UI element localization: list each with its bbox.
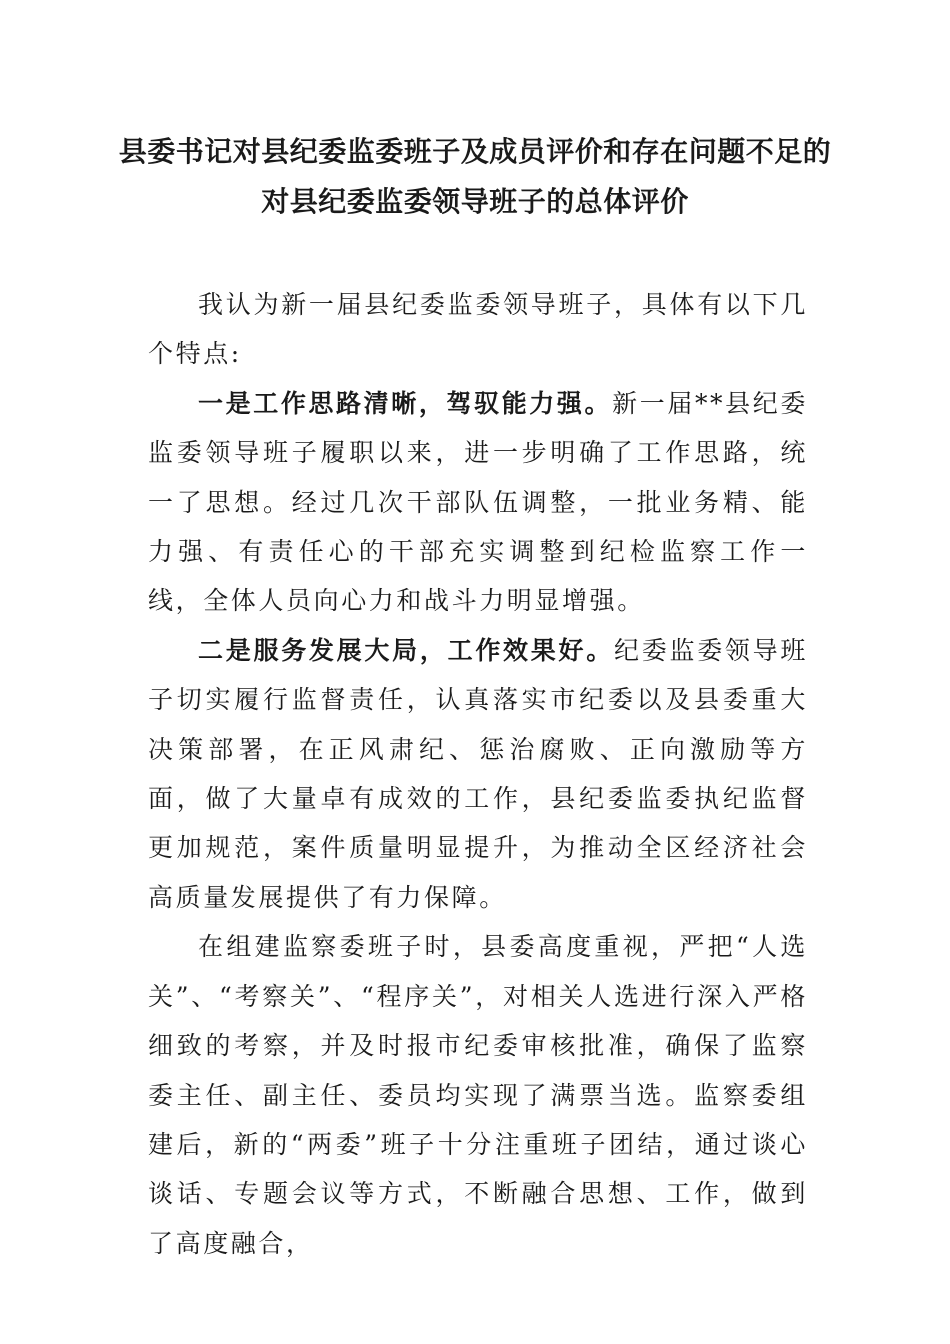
paragraph-lead: 一是工作思路清晰，驾驭能力强。: [198, 388, 613, 418]
document-title-line-1: 县委书记对县纪委监委班子及成员评价和存在问题不足的: [118, 135, 832, 168]
paragraph-supervision-committee: [148, 922, 808, 1268]
paragraph-point-two: [148, 626, 808, 922]
paragraph-lead: 二是服务发展大局，工作效果好。: [198, 635, 614, 665]
paragraph-text: 新一届**县纪委监委领导班子履职以来，进一步明确了工作思路，统一了思想。经过几次干部队伍调整，一批业务精、能力强、有责任心的干部充实调整到纪检监察工作一线，全体人员向心力和战斗力明显增强。: [148, 388, 808, 616]
paragraph-point-one: [148, 379, 808, 626]
paragraph-text: 我认为新一届县纪委监委领导班子，具体有以下几个特点:: [148, 290, 808, 369]
paragraph-text: 纪委监委领导班子切实履行监督责任，认真落实市纪委以及县委重大决策部署，在正风肃纪、惩治腐败、正向激励等方面，做了大量卓有成效的工作，县纪委监委执纪监督更加规范，案件质量明显提升，为推动全区经济社会高质量发展提供了有力保障。: [148, 635, 808, 912]
paragraph-text: 在组建监察委班子时，县委高度重视，严把“人选关”、“考察关”、“程序关”，对相关人选进行深入严格细致的考察，并及时报市纪委审核批准，确保了监察委主任、副主任、委员均实现了满票当选。监察委组建后，新的“两委”班子十分注重班子团结，通过谈心谈话、专题会议等方式，不断融合思想、工作，做到了高度融合，: [148, 932, 808, 1258]
document-body: [148, 280, 808, 1268]
paragraph-intro: [148, 280, 808, 379]
document-title-line-2: 对县纪委监委领导班子的总体评价: [261, 185, 689, 218]
